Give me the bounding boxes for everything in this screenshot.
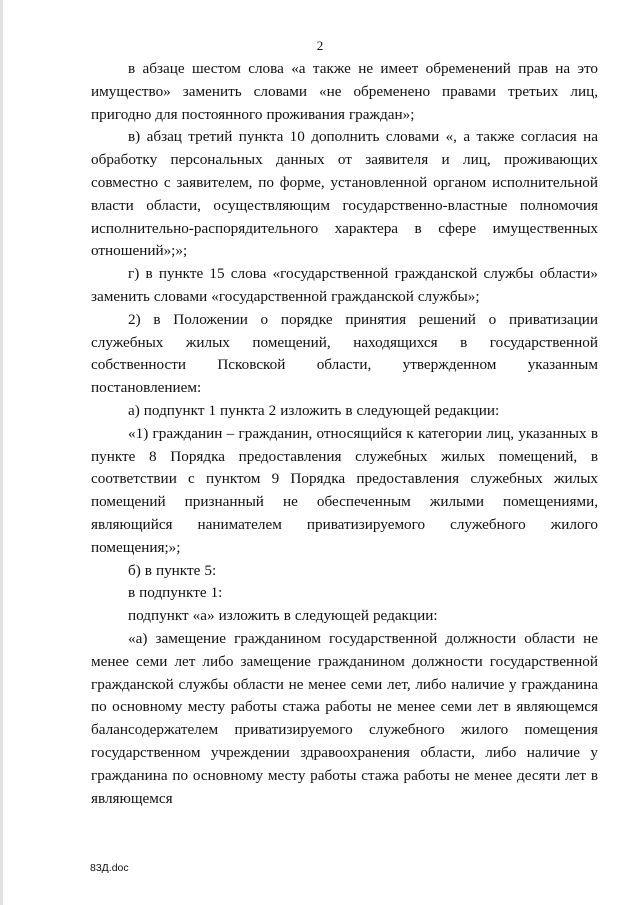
paragraph: в) абзац третий пункта 10 дополнить словами «, а также согласия на обработку персональных данных от заявителя и лиц, проживающих совместно с заявителем, по форме, установленной органом исполнительной власти области, осуществляющим государственно-властные полномочия исполнительно-распорядительного характера в сфере имущественных отношений»;»; (91, 128, 598, 260)
document-body (91, 58, 598, 810)
scan-edge (0, 0, 3, 905)
paragraph: г) в пункте 15 слова «государственной гражданской службы области» заменить словами «государственной гражданской службы»; (91, 265, 598, 305)
paragraph: а) подпункт 1 пункта 2 изложить в следующей редакции: (128, 401, 500, 419)
paragraph: «а) замещение гражданином государственной должности области не менее семи лет либо замещение гражданином должности государственной гражданской службы области не менее семи лет, либо наличие у гражданина по основному месту работы стажа работы не менее семи лет в являющемся балансодержателем приватизируемого служебного жилого помещения государственном учреждении здравоохранения области, либо наличие у гражданина по основному месту работы стажа работы не менее десяти лет в являющемся (91, 629, 598, 807)
paragraph: б) в пункте 5: (128, 561, 217, 579)
paragraph: «1) гражданин – гражданин, относящийся к категории лиц, указанных в пункте 8 Порядка предоставления служебных жилых помещений, в соответствии с пунктом 9 Порядка предоставления служебных жилых помещений признанный не обеспеченным жилыми помещениями, являющийся нанимателем приватизируемого служебного жилого помещения;»; (91, 424, 598, 556)
footer-filename: 83Д.doc (90, 862, 129, 874)
paragraph: подпункт «а» изложить в следующей редакции: (128, 607, 438, 625)
page-number: 2 (316, 38, 324, 53)
paragraph: 2) в Положении о порядке принятия решений о приватизации служебных жилых помещений, находящихся в государственной собственности Псковской области, утвержденном указанным постановлением: (91, 310, 598, 397)
paragraph: в абзаце шестом слова «а также не имеет обременений прав на это имущество» заменить словами «не обременено правами третьих лиц, пригодно для постоянного проживания граждан»; (91, 60, 598, 123)
paragraph: в подпункте 1: (128, 584, 223, 602)
